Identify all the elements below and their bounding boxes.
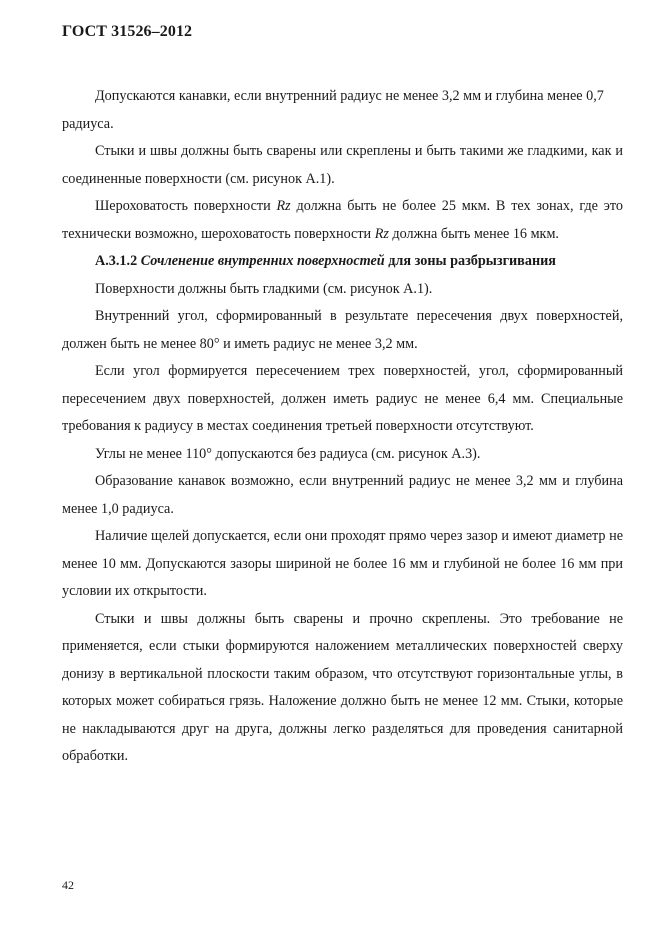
roughness-text-middle: должна быть не более 25 мкм. В тех зонах, где это технически возможно, шероховатость поверхности [62,198,623,242]
paragraph-welded-joints: Стыки и швы должны быть сварены и прочно скреплены. Это требование не применяется, если стыки формируются наложением металлических поверхностей сверху донизу в вертикальной плоскости таким образом, что отсутствуют горизонтальные углы, в которых может собираться грязь. Наложение должно быть не менее 12 мм. Стыки, которые не накладываются друг на друга, должны легко разделяться для проведения санитарной обработки. [62,610,623,764]
paragraph-grooves: Допускаются канавки, если внутренний радиус не менее 3,2 мм и глубина менее 0,7 радиуса. [62,88,604,132]
rz-symbol: Rz [374,225,389,242]
paragraph-inner-angle: Внутренний угол, сформированный в результате пересечения двух поверхностей, должен быть не менее 80° и иметь радиус не менее 3,2 мм. [62,308,623,352]
rz-symbol: Rz [276,198,291,214]
paragraph-angles-110: Углы не менее 110° допускаются без радиуса (см. рисунок А.3). [95,445,481,462]
paragraph-joints-smooth: Стыки и швы должны быть сварены или скреплены и быть такими же гладкими, как и соединенные поверхности (см. рисунок А.1). [62,143,623,187]
roughness-text-start: Шероховатость поверхности [95,198,277,214]
paragraph-gaps: Наличие щелей допускается, если они проходят прямо через зазор и имеют диаметр не менее 10 мм. Допускаются зазоры шириной не более 16 мм и глубиной не более 16 мм при условии их открытости. [62,528,623,599]
section-heading [62,248,623,276]
section-title-rest: для зоны разбрызгивания [384,253,556,269]
section-title-italic: Сочленение внутренних поверхностей [140,253,385,269]
roughness-text-end: должна быть менее 16 мкм. [388,225,559,242]
page-number: 42 [62,878,74,892]
paragraph-groove-formation: Образование канавок возможно, если внутренний радиус не менее 3,2 мм и глубина менее 1,0 радиуса. [62,473,623,517]
document-body [62,83,623,771]
document-header: ГОСТ 31526–2012 [62,23,193,40]
section-number: А.3.1.2 [95,253,141,269]
paragraph-smooth-surfaces: Поверхности должны быть гладкими (см. рисунок А.1). [95,280,433,297]
paragraph-three-surfaces: Если угол формируется пересечением трех поверхностей, угол, сформированный пересечением двух поверхностей, должен иметь радиус не менее 6,4 мм. Специальные требования к радиусу в местах соединения третьей поверхности отсутствуют. [62,363,623,434]
paragraph-roughness [62,193,623,248]
